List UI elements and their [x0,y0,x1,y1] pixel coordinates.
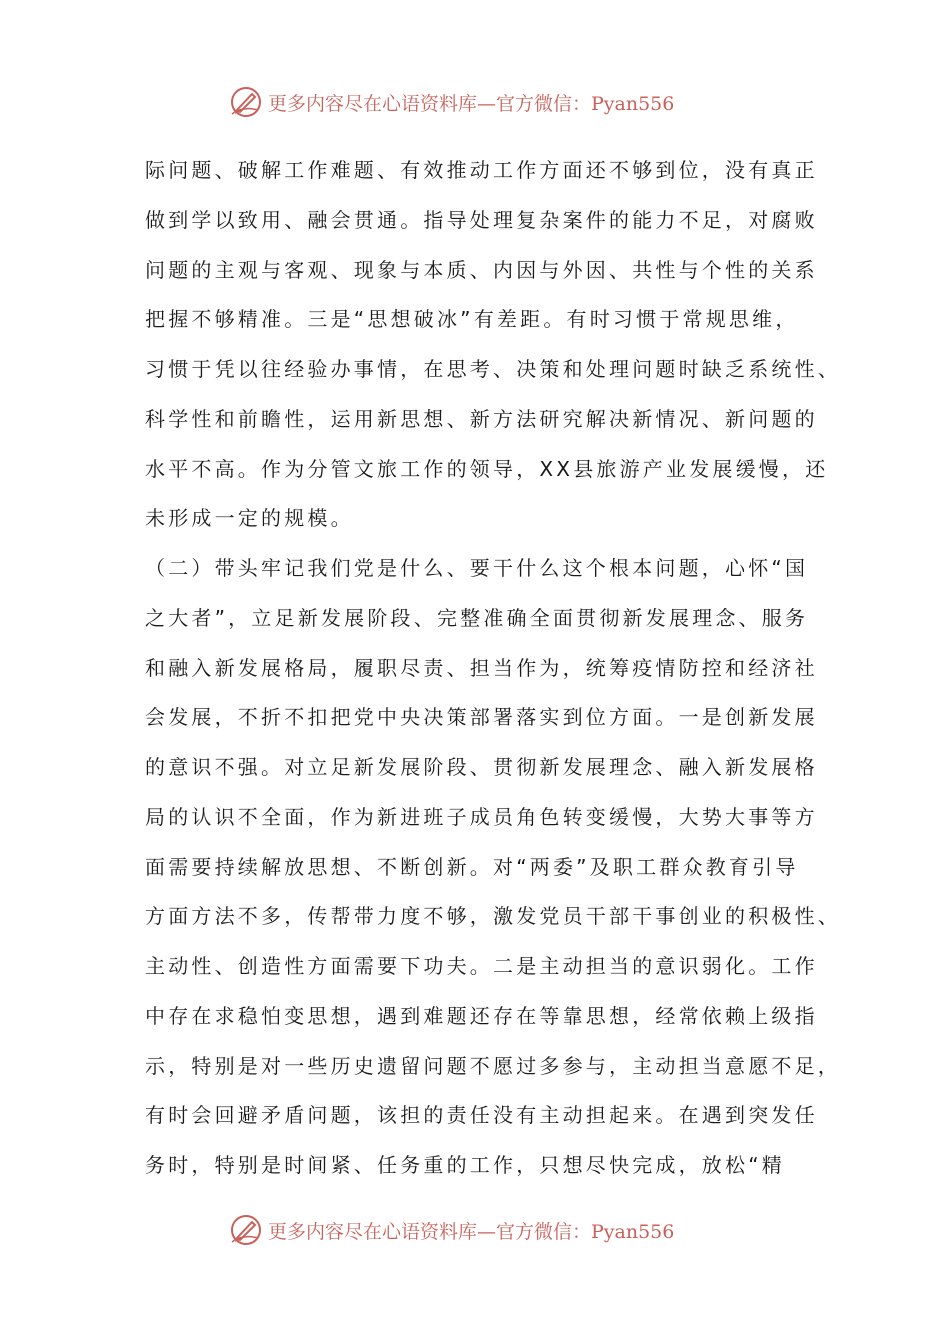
text-line: 方面方法不多，传帮带力度不够，激发党员干部干事创业的积极性、 [145,904,841,929]
text-line: 际问题、破解工作难题、有效推动工作方面还不够到位，没有真正 [145,158,818,182]
text-line: 问题的主观与客观、现象与本质、内因与外因、共性与个性的关系 [145,257,818,282]
text-line: 面需要持续解放思想、不断创新。对“两委”及职工群众教育引导 [145,854,799,879]
text-line: 科学性和前瞻性，运用新思想、新方法研究解决新情况、新问题的 [145,406,818,431]
text-line: 的意识不强。对立足新发展阶段、贯彻新发展理念、融入新发展格 [145,755,818,779]
footer-banner-text: 更多内容尽在心语资料库—官方微信：Pyan556 [268,1220,675,1243]
header-banner [228,82,674,122]
text-line: 中存在求稳怕变思想，遇到难题还存在等靠思想，经常依赖上级指 [145,1003,818,1028]
text-line: 做到学以致用、融会贯通。指导处理复杂案件的能力不足，对腐败 [145,207,818,232]
text-line: 主动性、创造性方面需要下功夫。二是主动担当的意识弱化。工作 [145,954,818,978]
text-line: （二）带头牢记我们党是什么、要干什么这个根本问题，心怀“国 [145,556,809,580]
text-line: 把握不够精准。三是“思想破冰”有差距。有时习惯于常规思维， [145,307,799,332]
text-line: 有时会回避矛盾问题，该担的责任没有主动担起来。在遇到突发任 [145,1103,818,1128]
document-body [145,146,841,1191]
text-line: 会发展，不折不扣把党中央决策部署落实到位方面。一是创新发展 [145,705,818,730]
text-line: 务时，特别是时间紧、任务重的工作，只想尽快完成，放松“精 [145,1153,785,1177]
text-line: 习惯于凭以往经验办事情，在思考、决策和处理问题时缺乏系统性、 [145,357,841,381]
text-line: 和融入新发展格局，履职尽责、担当作为，统筹疫情防控和经济社 [145,655,818,680]
pen-logo-icon [228,1212,264,1248]
text-line: 局的认识不全面，作为新进班子成员角色转变缓慢，大势大事等方 [145,804,818,829]
pen-logo-icon [228,84,264,120]
text-line: 未形成一定的规模。 [145,506,354,531]
text-line: 水平不高。作为分管文旅工作的领导，XX县旅游产业发展缓慢，还 [145,456,829,481]
text-line: 之大者”，立足新发展阶段、完整准确全面贯彻新发展理念、服务 [145,605,809,630]
header-banner-text: 更多内容尽在心语资料库—官方微信：Pyan556 [268,92,675,115]
text-line: 示，特别是对一些历史遗留问题不愿过多参与，主动担当意愿不足， [145,1053,841,1078]
footer-banner [228,1210,674,1250]
